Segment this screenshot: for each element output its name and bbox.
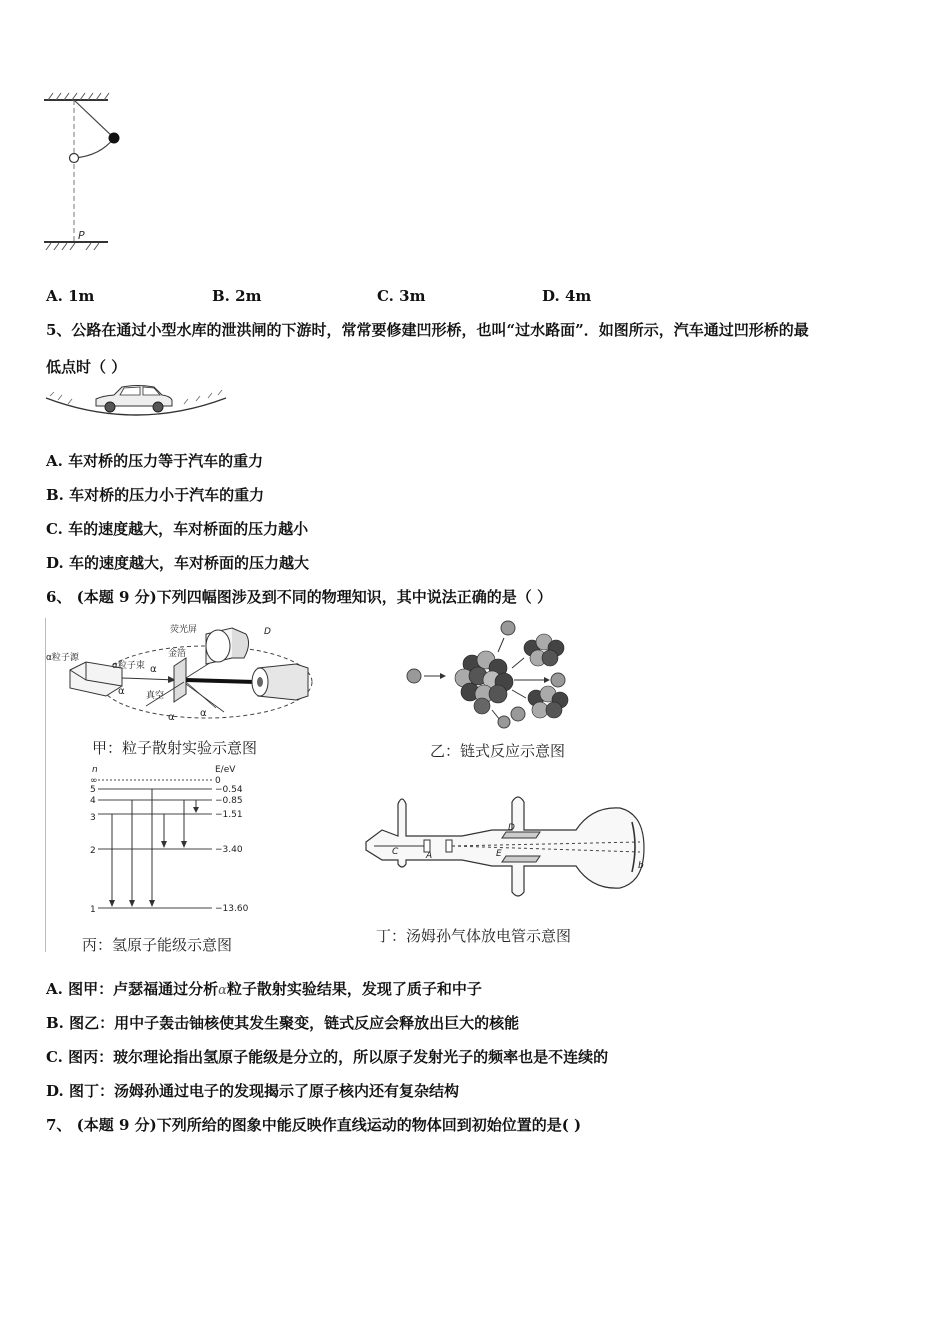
fig-jia-alpha-scattering [46, 620, 316, 730]
fig-ding-thomson-tube [362, 790, 647, 900]
screen-label: 荧光屏 [170, 625, 198, 635]
q4-option-b[interactable]: B. 2m [212, 287, 262, 305]
tube-e-label: E [496, 849, 502, 859]
n-header: n [92, 765, 98, 775]
level-n-2: 2 [90, 846, 96, 856]
fig-yi-chain-reaction [400, 618, 590, 733]
q6-option-b[interactable]: B. 图乙：用中子轰击铀核使其发生聚变，链式反应会释放出巨大的核能 [46, 1014, 520, 1032]
pendulum-figure [40, 92, 130, 252]
alpha-source-label: α粒子源 [46, 653, 79, 663]
level-n-3: 3 [90, 813, 96, 823]
q5-option-c[interactable]: C. 车的速度越大，车对桥面的压力越小 [46, 520, 309, 538]
alpha-label-4: α [200, 708, 207, 719]
level-e-5: −0.54 [215, 785, 243, 795]
q4-option-a[interactable]: A. 1m [46, 287, 95, 305]
fig-jia-caption: 甲：粒子散射实验示意图 [92, 739, 258, 757]
level-n-5: 5 [90, 785, 96, 795]
alpha-label-1: α [150, 664, 157, 675]
q7-stem: 7、 (本题 9 分)下列所给的图象中能反映作直线运动的物体回到初始位置的是( ) [46, 1116, 582, 1134]
q4-option-c[interactable]: C. 3m [377, 287, 426, 305]
foil-label: 金箔 [168, 649, 187, 659]
q5-stem-line2: 低点时（ ） [46, 358, 127, 376]
tube-a-label: A [426, 851, 433, 861]
q6-stem: 6、 (本题 9 分)下列四幅图涉及到不同的物理知识，其中说法正确的是（ ） [46, 588, 552, 606]
level-e-3: −1.51 [215, 810, 243, 820]
level-e-4: −0.85 [215, 796, 243, 806]
q6-option-c[interactable]: C. 图丙：玻尔理论指出氢原子能级是分立的，所以原子发射光子的频率也是不连续的 [46, 1048, 609, 1066]
e-header: E/eV [215, 765, 236, 775]
alpha-beam-label: α粒子束 [112, 661, 145, 671]
vacuum-label: 真空 [146, 691, 165, 701]
q4-option-d[interactable]: D. 4m [542, 287, 592, 305]
tube-b-label: b [638, 861, 644, 871]
q6-option-a[interactable]: A. 图甲：卢瑟福通过分析α粒子散射实验结果，发现了质子和中子 [46, 980, 482, 998]
level-e-inf: 0 [215, 776, 221, 786]
fig-ding-caption: 丁：汤姆孙气体放电管示意图 [376, 927, 572, 945]
q5-option-d[interactable]: D. 车的速度越大，车对桥面的压力越大 [46, 554, 309, 572]
level-n-1: 1 [90, 905, 96, 915]
d-label: D [264, 627, 271, 637]
level-e-2: −3.40 [215, 845, 243, 855]
alpha-label-2: α [118, 686, 125, 697]
fig-yi-caption: 乙：链式反应示意图 [430, 742, 566, 760]
q6-option-d[interactable]: D. 图丁：汤姆孙通过电子的发现揭示了原子核内还有复杂结构 [46, 1082, 459, 1100]
level-n-4: 4 [90, 796, 96, 806]
q5-option-b[interactable]: B. 车对桥的压力小于汽车的重力 [46, 486, 265, 504]
concave-bridge-car-figure [44, 382, 228, 422]
alpha-label-3: α [168, 712, 175, 723]
tube-c-label: C [392, 847, 399, 857]
level-n-inf: ∞ [90, 776, 98, 786]
point-p-label: P [78, 229, 85, 242]
tube-d-label: D [508, 823, 515, 833]
q5-option-a[interactable]: A. 车对桥的压力等于汽车的重力 [46, 452, 264, 470]
level-e-1: −13.60 [215, 904, 249, 914]
q5-stem-line1: 5、公路在通过小型水库的泄洪闸的下游时，常常要修建凹形桥，也叫“过水路面”．如图所示，汽车通过凹形桥的最 [46, 321, 809, 339]
alpha-symbol: α [218, 983, 227, 998]
fig-bing-caption: 丙：氢原子能级示意图 [82, 936, 233, 954]
fig-bing-energy-levels [84, 760, 274, 920]
